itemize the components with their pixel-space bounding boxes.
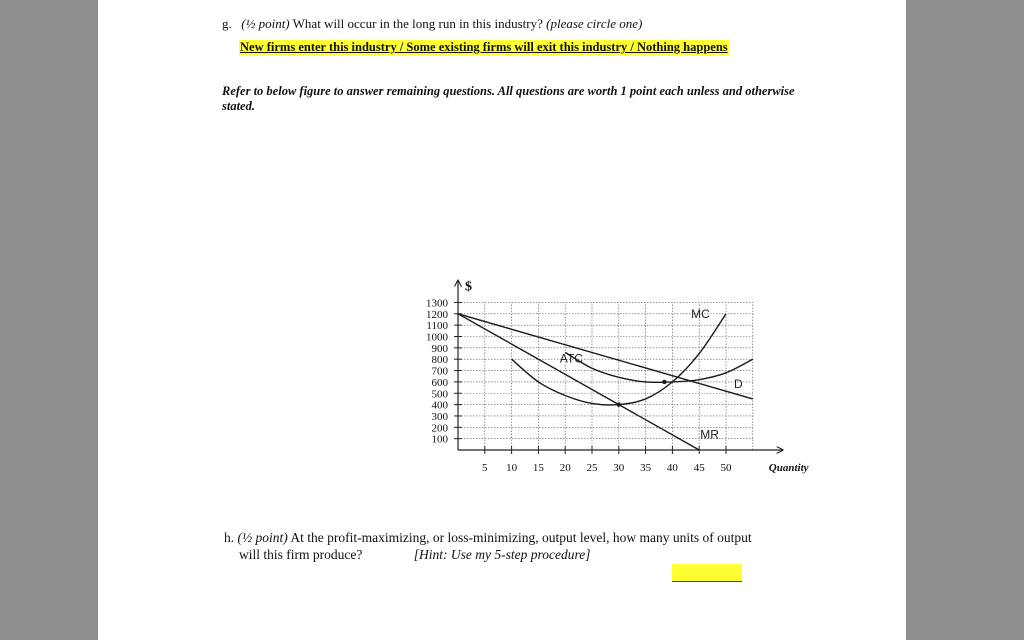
question-g-text: What will occur in the long run in this industry? xyxy=(292,16,543,31)
y-tick-label: 900 xyxy=(431,342,448,355)
x-tick-label: 20 xyxy=(559,462,571,474)
x-tick-label: 10 xyxy=(506,462,518,474)
economics-chart xyxy=(298,130,818,490)
y-tick-label: 100 xyxy=(431,433,448,446)
question-g-circle-note: (please circle one) xyxy=(546,16,643,31)
y-axis-label: $ xyxy=(465,279,472,295)
x-tick-label: 35 xyxy=(640,462,652,474)
y-tick-label: 600 xyxy=(431,376,448,389)
x-tick-label: 5 xyxy=(482,462,488,474)
y-tick-label: 1300 xyxy=(426,297,448,310)
ticks xyxy=(426,297,732,474)
series-atc-curve xyxy=(565,352,753,382)
y-tick-label: 700 xyxy=(431,365,448,378)
y-tick-label: 1100 xyxy=(426,320,448,333)
x-tick-label: 25 xyxy=(586,462,598,474)
question-h-text: At the profit-maximizing, or loss-minimizing, output level, how many units of output xyxy=(290,530,752,545)
x-axis-label: Quantity xyxy=(768,462,809,474)
atc-curve-label: ATC xyxy=(559,351,583,366)
y-tick-label: 400 xyxy=(431,399,448,412)
y-tick-label: 1000 xyxy=(426,331,448,344)
y-tick-label: 500 xyxy=(431,388,448,401)
x-tick-label: 40 xyxy=(666,462,678,474)
demand-curve-label: D xyxy=(734,377,743,392)
y-tick-label: 300 xyxy=(431,410,448,423)
question-h-hint: [Hint: Use my 5-step procedure] xyxy=(413,547,591,562)
x-tick-label: 30 xyxy=(613,462,625,474)
question-h-label: h. xyxy=(224,530,235,545)
answer-options[interactable]: New firms enter this industry / Some existing firms will exit this industry / Nothing happens xyxy=(240,40,728,54)
question-g-label: g. xyxy=(222,16,232,31)
x-tick-label: 15 xyxy=(532,462,544,474)
question-h-point: (½ point) xyxy=(237,530,288,545)
answer-blank[interactable] xyxy=(672,564,742,582)
y-tick-label: 200 xyxy=(431,422,448,435)
intersection-point xyxy=(617,402,621,406)
mc-curve-label: MC xyxy=(691,306,710,321)
x-tick-label: 50 xyxy=(720,462,732,474)
question-g-point: (½ point) xyxy=(241,16,290,31)
mr-curve-label: MR xyxy=(700,427,719,442)
y-tick-label: 1200 xyxy=(426,308,448,321)
series-d-curve xyxy=(458,314,753,399)
question-h xyxy=(224,529,824,563)
y-tick-label: 800 xyxy=(431,354,448,367)
document-page xyxy=(98,0,906,640)
question-g xyxy=(222,16,642,32)
x-tick-label: 45 xyxy=(693,462,705,474)
intersection-point xyxy=(662,380,666,384)
instructions: Refer to below figure to answer remaining questions. All questions are worth 1 point each unless and otherwise stated. xyxy=(222,84,795,113)
question-h-text-2: will this firm produce? xyxy=(239,547,363,562)
